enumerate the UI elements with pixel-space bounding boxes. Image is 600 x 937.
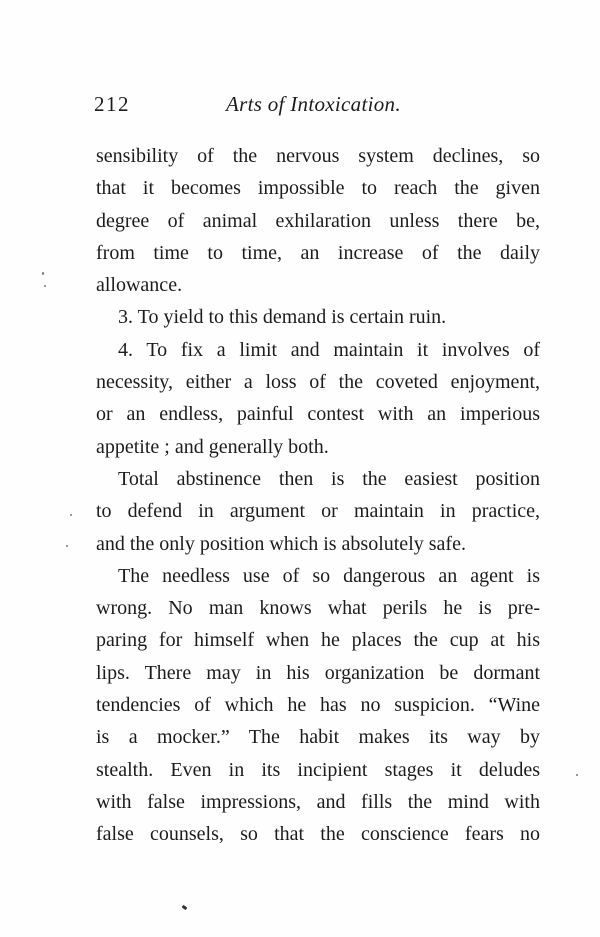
text-line: and the only position which is absolutely safe.: [96, 532, 466, 555]
page-number: 212: [94, 92, 130, 116]
body-text: [96, 140, 540, 851]
running-title: Arts of Intoxication.: [226, 92, 401, 116]
ink-speck: [42, 272, 44, 275]
text-line: sensibility of the nervous system declines, so: [96, 145, 540, 167]
text-line: is a mocker.” The habit makes its way by: [96, 726, 540, 749]
text-line: necessity, either a loss of the coveted enjoyment,: [96, 371, 540, 394]
text-line: allowance.: [96, 274, 183, 297]
ink-speck: [66, 545, 68, 547]
ink-speck: [576, 774, 578, 776]
text-line: lips. There may in his organization be dormant: [96, 661, 540, 684]
text-line: from time to time, an increase of the daily: [96, 241, 540, 264]
text-line: false counsels, so that the conscience fears no: [96, 823, 540, 846]
text-line: The needless use of so dangerous an agent is: [118, 564, 540, 587]
ink-speck: [44, 285, 46, 287]
text-line: or an endless, painful contest with an imperious: [96, 403, 540, 426]
text-line: with false impressions, and fills the mind with: [96, 790, 540, 813]
text-line: tendencies of which he has no suspicion. “Wine: [96, 694, 540, 717]
ink-speck: [70, 514, 72, 516]
text-line: that it becomes impossible to reach the given: [96, 177, 540, 200]
text-line: wrong. No man knows what perils he is pre-: [96, 597, 540, 620]
text-line: appetite ; and generally both.: [96, 435, 329, 458]
page-header: [94, 92, 540, 118]
text-line: Total abstinence then is the easiest position: [118, 467, 540, 490]
text-line: 4. To fix a limit and maintain it involves of: [118, 338, 540, 361]
text-line: 3. To yield to this demand is certain ruin.: [118, 306, 447, 329]
ink-speck: [182, 905, 188, 910]
text-line: degree of animal exhilaration unless there be,: [96, 209, 540, 232]
text-line: stealth. Even in its incipient stages it deludes: [96, 758, 540, 781]
text-line: paring for himself when he places the cup at his: [96, 629, 540, 652]
text-line: to defend in argument or maintain in practice,: [96, 500, 540, 523]
